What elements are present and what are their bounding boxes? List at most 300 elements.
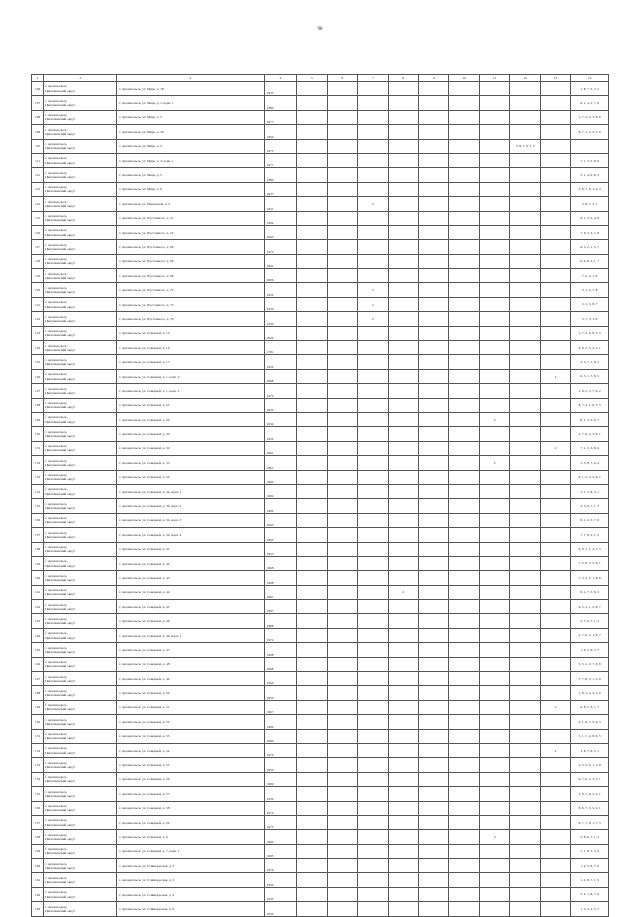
region-cell <box>44 369 117 383</box>
region-city: г. Архангельск, <box>45 544 68 549</box>
col7-cell <box>358 902 388 916</box>
col13-cell <box>540 815 570 829</box>
col6-cell <box>327 225 357 239</box>
col5-cell <box>297 715 327 729</box>
row-number: 144 <box>32 628 44 642</box>
col8-cell <box>388 240 418 254</box>
year-cell: 1962 <box>264 470 297 484</box>
col11-cell <box>479 125 509 139</box>
region-cell <box>44 873 117 887</box>
region-district: Цигломенский округ <box>45 765 76 770</box>
region-city: г. Архангельск, <box>45 818 68 823</box>
col11-cell <box>479 470 509 484</box>
year-cell: 1937 <box>264 182 297 196</box>
row-number: 110 <box>32 139 44 153</box>
col12-cell <box>510 197 540 211</box>
address-cell: г. Архангельск, ул. Пустошного, д. 22 <box>117 225 264 239</box>
col12-cell <box>510 456 540 470</box>
region-district: Цигломенский округ <box>45 304 76 309</box>
col7-cell <box>358 600 388 614</box>
col7-cell <box>358 355 388 369</box>
col5-cell <box>297 269 327 283</box>
col12-cell <box>510 326 540 340</box>
col9-cell <box>419 758 449 772</box>
col12-cell <box>510 542 540 556</box>
col14-cell: 2, 7, 6, 5, 3, 8, 1 <box>571 427 609 441</box>
region-district: Цигломенский округ <box>45 779 76 784</box>
col13-cell <box>540 830 570 844</box>
address-cell: г. Архангельск, ул. Северной, д. 1, корп. 2 <box>117 384 264 398</box>
region-cell <box>44 743 117 757</box>
region-city: г. Архангельск, <box>45 228 68 233</box>
col8-cell <box>388 729 418 743</box>
table-row <box>32 182 609 196</box>
col5-cell <box>297 859 327 873</box>
col8-cell <box>388 269 418 283</box>
col8-cell <box>388 412 418 426</box>
col6-cell <box>327 312 357 326</box>
region-city: г. Архангельск, <box>45 487 68 492</box>
year-cell: 1969 <box>264 772 297 786</box>
col7-cell <box>358 528 388 542</box>
col6-cell <box>327 153 357 167</box>
col13-cell <box>540 528 570 542</box>
col10-cell <box>449 82 479 96</box>
row-number: 159 <box>32 844 44 858</box>
col13-cell <box>540 772 570 786</box>
table-row <box>32 715 609 729</box>
region-city: г. Архангельск, <box>45 861 68 866</box>
year-cell: 1970 <box>264 743 297 757</box>
col6-cell <box>327 240 357 254</box>
region-cell <box>44 815 117 829</box>
region-district: Цигломенский округ <box>45 721 76 726</box>
col10-cell <box>449 743 479 757</box>
col11-cell <box>479 873 509 887</box>
col6-cell <box>327 384 357 398</box>
address-cell: г. Архангельск, ул. Пустошного, д. 21 <box>117 211 264 225</box>
table-row <box>32 153 609 167</box>
table-row <box>32 269 609 283</box>
col5-cell <box>297 614 327 628</box>
region-district: Цигломенский округ <box>45 837 76 841</box>
address-cell: г. Архангельск, ул. Северной, д. 45 <box>117 600 264 614</box>
region-city: г. Архангельск, <box>45 473 68 478</box>
col9-cell <box>419 844 449 858</box>
col13-cell <box>540 96 570 110</box>
col5-cell <box>297 686 327 700</box>
row-number: 135 <box>32 499 44 513</box>
table-row <box>32 729 609 743</box>
col5-cell <box>297 801 327 815</box>
year-cell: 1972 <box>264 628 297 642</box>
col8-cell <box>388 139 418 153</box>
col14-cell: 2, 3, 6, 7, 1, 5 <box>571 499 609 513</box>
year-cell: 1924 <box>264 326 297 340</box>
col6-cell <box>327 139 357 153</box>
row-number: 114 <box>32 197 44 211</box>
col9-cell <box>419 700 449 714</box>
row-number: 139 <box>32 556 44 570</box>
column-header: 11 <box>479 75 509 82</box>
col8-cell <box>388 153 418 167</box>
col5-cell <box>297 528 327 542</box>
col12-cell <box>510 830 540 844</box>
table-row <box>32 211 609 225</box>
column-header: 6 <box>327 75 357 82</box>
region-city: г. Архангельск, <box>45 343 68 348</box>
col12-cell <box>510 859 540 873</box>
region-district: Цигломенский округ <box>45 146 76 151</box>
col13-cell <box>540 628 570 642</box>
address-cell: г. Архангельск, ул. Северной, д. 49 <box>117 672 264 686</box>
region-city: г. Архангельск, <box>45 156 68 161</box>
col11-cell <box>479 312 509 326</box>
col6-cell <box>327 556 357 570</box>
col11-cell <box>479 571 509 585</box>
col13-cell <box>540 384 570 398</box>
col12-cell <box>510 657 540 671</box>
col13-cell <box>540 729 570 743</box>
col5-cell <box>297 743 327 757</box>
col8-cell <box>388 470 418 484</box>
col11-cell <box>479 815 509 829</box>
region-cell <box>44 283 117 297</box>
col14-cell: 2, 3, 7, 1, 8, 5 <box>571 355 609 369</box>
col8-cell <box>388 326 418 340</box>
col12-cell <box>510 412 540 426</box>
col10-cell <box>449 225 479 239</box>
col6-cell <box>327 815 357 829</box>
col13-cell <box>540 326 570 340</box>
col12-cell <box>510 513 540 527</box>
region-city: г. Архангельск, <box>45 415 68 420</box>
col6-cell <box>327 355 357 369</box>
year-cell: 1975 <box>264 815 297 829</box>
region-district: Цигломенский округ <box>45 678 76 683</box>
region-district: Цигломенский округ <box>45 865 76 870</box>
col14-cell: 6, 3, 1, 7, 8, 5 <box>571 369 609 383</box>
col6-cell <box>327 269 357 283</box>
table-row <box>32 513 609 527</box>
region-district: Цигломенский округ <box>45 434 76 439</box>
col6-cell <box>327 125 357 139</box>
region-cell <box>44 542 117 556</box>
table-row <box>32 499 609 513</box>
col6-cell <box>327 585 357 599</box>
col14-cell: 5, 2, 1, 8, 7, 6 <box>571 887 609 901</box>
col7-cell <box>358 225 388 239</box>
row-number: 122 <box>32 312 44 326</box>
year-cell: 1977 <box>264 153 297 167</box>
col10-cell <box>449 326 479 340</box>
year-cell: 1991 <box>264 254 297 268</box>
col9-cell <box>419 269 449 283</box>
region-cell <box>44 326 117 340</box>
region-cell <box>44 82 117 96</box>
region-cell <box>44 484 117 498</box>
row-number: 161 <box>32 873 44 887</box>
column-header: 7 <box>358 75 388 82</box>
col10-cell <box>449 700 479 714</box>
col14-cell: 5, 1, 4, 6, 8, 3 <box>571 168 609 182</box>
row-number: 111 <box>32 153 44 167</box>
col9-cell <box>419 801 449 815</box>
col5-cell <box>297 628 327 642</box>
table-row <box>32 556 609 570</box>
col14-cell: 6, 8, 7, 1, 2, 3, 5 <box>571 542 609 556</box>
col9-cell <box>419 528 449 542</box>
col13-cell <box>540 297 570 311</box>
region-city: г. Архангельск, <box>45 616 68 621</box>
year-cell: 1953 <box>264 542 297 556</box>
year-cell: 1967 <box>264 700 297 714</box>
col7-cell <box>358 643 388 657</box>
row-number: 128 <box>32 398 44 412</box>
col7-cell <box>358 686 388 700</box>
col7-cell <box>358 326 388 340</box>
col5-cell <box>297 787 327 801</box>
col9-cell <box>419 254 449 268</box>
year-cell: 1930 <box>264 312 297 326</box>
col5-cell <box>297 110 327 124</box>
region-district: Цигломенский округ <box>45 362 76 367</box>
row-number: 116 <box>32 225 44 239</box>
col5-cell <box>297 197 327 211</box>
region-city: г. Архангельск, <box>45 98 68 103</box>
col6-cell <box>327 528 357 542</box>
col11-cell <box>479 254 509 268</box>
region-city: г. Архангельск, <box>45 170 68 175</box>
col9-cell <box>419 326 449 340</box>
region-district: Цигломенский округ <box>45 103 76 108</box>
col13-cell <box>540 484 570 498</box>
year-cell: 1977 <box>264 110 297 124</box>
col14-cell: 1, 7, 5, 2, 3, 8, 6 <box>571 110 609 124</box>
region-cell <box>44 700 117 714</box>
col5-cell <box>297 427 327 441</box>
col9-cell <box>419 787 449 801</box>
col14-cell: 7, 1, 8, 5, 3, 6 <box>571 844 609 858</box>
region-city: г. Архангельск, <box>45 775 68 780</box>
col11-cell <box>479 686 509 700</box>
address-cell: г. Архангельск, ул. Мира, д. 5 <box>117 168 264 182</box>
col14-cell: 8, 1, 3, 5, 4, 6 <box>571 211 609 225</box>
col13-cell <box>540 412 570 426</box>
col5-cell <box>297 384 327 398</box>
region-district: Цигломенский округ <box>45 506 76 511</box>
region-district: Цигломенский округ <box>45 246 76 251</box>
year-cell: 2006 <box>264 269 297 283</box>
year-cell: 1934 <box>264 902 297 916</box>
col6-cell <box>327 398 357 412</box>
page-number: 98 <box>317 27 323 32</box>
col10-cell <box>449 398 479 412</box>
table-row <box>32 283 609 297</box>
col11-cell <box>479 153 509 167</box>
year-cell: 1959 <box>264 787 297 801</box>
year-cell: 1934 <box>264 412 297 426</box>
address-cell: г. Архангельск, ул. Северной, д. 55 <box>117 758 264 772</box>
col14-cell: 1, 5, 3, 2, 5, 7 <box>571 902 609 916</box>
table-row <box>32 902 609 916</box>
col14-cell: 3, 5, 1, 2, 7, 6, 8 <box>571 657 609 671</box>
col8-cell <box>388 82 418 96</box>
col8-cell <box>388 643 418 657</box>
col11-cell <box>479 240 509 254</box>
region-city: г. Архангельск, <box>45 760 68 765</box>
col7-cell <box>358 441 388 455</box>
col11-cell <box>479 355 509 369</box>
col14-cell: 6, 8, 7, 5, 2, 3, 1 <box>571 341 609 355</box>
year-cell: 1967 <box>264 585 297 599</box>
year-cell: 1992 <box>264 484 297 498</box>
col7-cell <box>358 484 388 498</box>
col14-cell: 2, 1, 8, 7, 5, 6, 3 <box>571 715 609 729</box>
col13-cell <box>540 542 570 556</box>
region-city: г. Архангельск, <box>45 257 68 262</box>
col8-cell <box>388 312 418 326</box>
col11-cell <box>479 758 509 772</box>
col9-cell <box>419 499 449 513</box>
table-row <box>32 700 609 714</box>
col9-cell <box>419 470 449 484</box>
col9-cell <box>419 672 449 686</box>
col7-cell <box>358 585 388 599</box>
table-row <box>32 240 609 254</box>
col10-cell <box>449 585 479 599</box>
col6-cell <box>327 743 357 757</box>
col9-cell <box>419 211 449 225</box>
table-row <box>32 528 609 542</box>
col12-cell <box>510 398 540 412</box>
col14-cell: 8, 7, 2, 1, 6, 3, 5 <box>571 398 609 412</box>
region-cell <box>44 398 117 412</box>
row-number: 121 <box>32 297 44 311</box>
col11-cell <box>479 110 509 124</box>
region-city: г. Архангельск, <box>45 559 68 564</box>
year-cell: 1987 <box>264 600 297 614</box>
col8-cell <box>388 830 418 844</box>
col8-cell <box>388 254 418 268</box>
region-city: г. Архангельск, <box>45 127 68 132</box>
region-district: Цигломенский округ <box>45 491 76 496</box>
col11-cell <box>479 729 509 743</box>
year-cell: 1959 <box>264 125 297 139</box>
region-district: Цигломенский округ <box>45 793 76 798</box>
col5-cell <box>297 254 327 268</box>
col10-cell <box>449 254 479 268</box>
region-cell <box>44 312 117 326</box>
col11-cell <box>479 513 509 527</box>
address-cell: г. Архангельск, ул. Мира, д. 6 <box>117 182 264 196</box>
region-cell <box>44 182 117 196</box>
col13-cell <box>540 585 570 599</box>
year-cell: 1932 <box>264 355 297 369</box>
col9-cell <box>419 441 449 455</box>
row-number: 123 <box>32 326 44 340</box>
col7-cell <box>358 830 388 844</box>
col8-cell <box>388 182 418 196</box>
col12-cell <box>510 499 540 513</box>
col12-cell <box>510 772 540 786</box>
col10-cell <box>449 844 479 858</box>
address-cell: г. Архангельск, ул. Мира, д. 20 <box>117 125 264 139</box>
col14-cell: 8, 1, 2, 3, 5, 6, 7 <box>571 470 609 484</box>
col6-cell <box>327 571 357 585</box>
address-cell: г. Архангельск, ул. Северной, д. 59 <box>117 815 264 829</box>
col7-cell <box>358 815 388 829</box>
address-cell: г. Архангельск, ул. Северной, д. 34, корп. 3 <box>117 513 264 527</box>
region-city: г. Архангельск, <box>45 875 68 880</box>
col5-cell <box>297 312 327 326</box>
col6-cell <box>327 182 357 196</box>
col7-cell <box>358 456 388 470</box>
col10-cell <box>449 499 479 513</box>
col14-cell: 5, 3, 8, 7, 6, 4 <box>571 456 609 470</box>
region-district: Цигломенский округ <box>45 880 76 885</box>
col8-cell <box>388 355 418 369</box>
table-row <box>32 758 609 772</box>
col6-cell <box>327 326 357 340</box>
col8-cell <box>388 887 418 901</box>
region-cell <box>44 628 117 642</box>
year-cell: 1930 <box>264 297 297 311</box>
region-district: Цигломенский округ <box>45 520 76 525</box>
table-row <box>32 772 609 786</box>
col5-cell <box>297 456 327 470</box>
col7-cell <box>358 240 388 254</box>
col6-cell <box>327 427 357 441</box>
row-number: 148 <box>32 686 44 700</box>
col9-cell <box>419 859 449 873</box>
region-cell <box>44 254 117 268</box>
region-cell <box>44 787 117 801</box>
col12-cell <box>510 887 540 901</box>
year-cell: 1976 <box>264 859 297 873</box>
col10-cell <box>449 269 479 283</box>
address-cell: г. Архангельск, ул. Северной, д. 46 <box>117 614 264 628</box>
col5-cell <box>297 585 327 599</box>
region-district: Цигломенский округ <box>45 318 76 323</box>
col5-cell <box>297 556 327 570</box>
col9-cell <box>419 153 449 167</box>
col5-cell <box>297 441 327 455</box>
col8-cell <box>388 815 418 829</box>
col6-cell <box>327 499 357 513</box>
table-row <box>32 225 609 239</box>
col14-cell: 8, 6, 7, 3, 5, 2, 1 <box>571 801 609 815</box>
col11-cell <box>479 82 509 96</box>
col7-cell <box>358 729 388 743</box>
row-number: 141 <box>32 585 44 599</box>
col12-cell <box>510 355 540 369</box>
row-number: 129 <box>32 412 44 426</box>
col6-cell <box>327 456 357 470</box>
col13-cell: 2 <box>540 441 570 455</box>
region-city: г. Архангельск, <box>45 329 68 334</box>
region-city: г. Архангельск, <box>45 746 68 751</box>
col6-cell <box>327 283 357 297</box>
col12-cell <box>510 528 540 542</box>
col8-cell <box>388 398 418 412</box>
col11-cell <box>479 542 509 556</box>
region-cell <box>44 153 117 167</box>
row-number: 118 <box>32 254 44 268</box>
col12-cell <box>510 614 540 628</box>
region-cell <box>44 614 117 628</box>
col7-cell <box>358 470 388 484</box>
